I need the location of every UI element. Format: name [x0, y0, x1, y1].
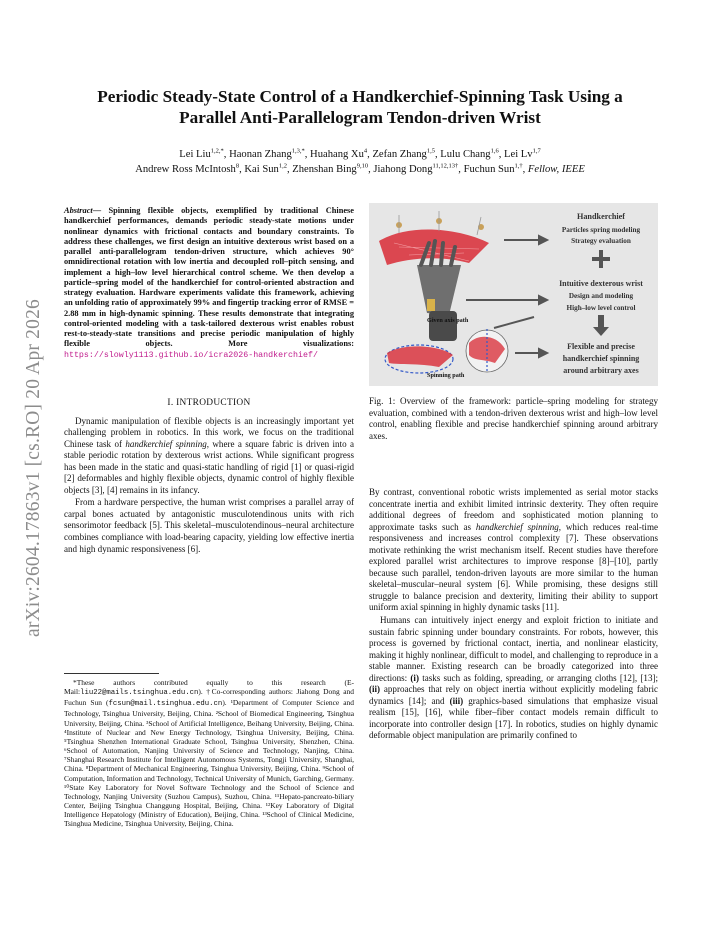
given-axis-label: Given axis path [427, 317, 469, 324]
title-line-1: Periodic Steady-State Control of a Handkerchief-Spinning Task Using a [97, 87, 623, 106]
author-name: Zhenshan Bing [292, 164, 357, 175]
intro-text: , where a square fabric is driven into a stable periodic rotation by dexterous wrist actions. While significant progress has been made in the static and quasi-static handling of rigid [1] or quasi-rigid [2] deformables and highly flexible objects, dynamic control of highly flexible objects [3], [4] remains in its infancy. [64, 438, 354, 495]
overview-illustration [369, 203, 658, 386]
introduction [64, 389, 354, 555]
author-name: Huahang Xu [310, 149, 364, 160]
intro-emphasis: handkerchief spinning [125, 438, 207, 449]
author-affil: 1,2,* [210, 147, 224, 155]
author-name: Zefan Zhang [372, 149, 427, 160]
intro-paragraph-1 [64, 416, 354, 497]
footnote-part: *These authors contributed equally to this research (E-Mail: [64, 678, 354, 697]
footnotes [64, 678, 354, 829]
right-column-text [369, 487, 658, 742]
author-affil: 1,6 [490, 147, 499, 155]
author-name: Fuchun Sun [463, 164, 515, 175]
box3-line2: handkerchief spinning [562, 354, 640, 363]
figure-1 [369, 203, 658, 386]
footnote-part: ). ¹Department of Computer Science and Technology, Tsinghua University, Beijing, China. ²School of Biomedical Engineering, Tsinghua University, Beijing, China. ³School of Artificial Intelligence, Beihang University, Beijing, China. ⁴Institute of Nuclear and New Energy Technology, Tsinghua University, Beijing, China. ⁵Tsinghua Shenzhen International Graduate School, Tsinghua University, Shenzhen, China. ⁶School of Automation, Nanjing University of Science and Technology, Nanjing, China. ⁷Shanghai Research Institute for Intelligent Autonomous Systems, Tongji University, Shanghai, China. ⁸Department of Mechanical Engineering, Tsinghua University, Beijing, China. ⁹School of Computation, Information and Technology, Technical University of Munich, Garching, Germany. ¹⁰State Key Laboratory for Novel Software Technology and the School of Science and Technology, Nanjing University (Suzhou Campus), Suzhou, China. ¹¹Hepato-pancreato-biliary Center, Beijing Tsinghua Changgung Hospital, Beijing, China. ¹²Key Laboratory of Digital Intelligence Hepatology (Ministry of Education), Beijing, China. ¹³School of Clinical Medicine, Tsinghua Medicine, Tsinghua University, Beijing, China. [64, 698, 354, 829]
author-suffix: Fellow, IEEE [527, 164, 585, 175]
right-paragraph-2 [369, 615, 658, 742]
author-affil: 1,2 [278, 162, 287, 170]
body-text: graphics-based simulations that emphasize visual realism [15], [16], while fiber–fiber contact models remain difficult to incorporate into controller design [17]. In robotics, studies on highly dynamic deformable object manipulation are primarily confined to [369, 695, 658, 741]
list-marker: (iii) [449, 695, 464, 706]
box2-line1: Design and modeling [568, 292, 634, 300]
intro-text: Dynamic manipulation of flexible objects is an increasingly important yet challenging problem in robotics. In this work, we focus on the traditional Chinese task of [64, 415, 354, 449]
section-heading: I. INTRODUCTION [167, 398, 251, 408]
authors-line-2: Andrew Ross McIntosh$^8$, Kai Sun$^{1,2}$, Zhenshan Bing$^{9,10}$, Jiahong Dong$^{11,12,13\dagger}$, Fuchun Sun$^{1,\dagger}$, Fellow, IEEE [135, 162, 585, 175]
box1-line1: Particles spring modeling [561, 226, 641, 234]
footnote-part: ). †Co-corresponding authors: Jiahong Dong and Fuchun Sun ( [64, 687, 354, 708]
intro-paragraph-2: From a hardware perspective, the human wrist comprises a parallel array of carpal bones actuated by antagonistic musculotendinous units with rich sensorimotor feedback [5]. This skeletal–musculotendinous–neural architecture combines compliance with load-bearing capacity, yielding low effective inertia and high dynamic responsiveness [6]. [64, 497, 354, 554]
arxiv-id: arXiv:2604.17863v1 [cs.RO] 20 Apr 2026 [23, 299, 44, 637]
author-name: Lei Liu [179, 149, 211, 160]
author-affil: 1,3,* [291, 147, 305, 155]
author-affil: 1,7 [532, 147, 541, 155]
author-affil: 8 [235, 162, 240, 170]
abstract-label: Abstract [64, 206, 93, 215]
box1-title: Handkerchief [576, 212, 626, 221]
paper-title [60, 86, 660, 128]
author-affil: 11,12,13† [432, 162, 459, 170]
body-text: By contrast, conventional robotic wrists implemented as serial motor stacks concentrate inertia and exhibit limited intrinsic dexterity. They often require additional degrees of freedom and sophisticated motion planning to approximate tasks such as [369, 487, 658, 532]
author-name: Andrew Ross McIntosh [135, 164, 236, 175]
body-text: tasks such as folding, spreading, or arranging cloths [12], [13]; [418, 672, 659, 683]
author-affil: 9,10 [356, 162, 369, 170]
project-link[interactable]: https://slowly1113.github.io/icra2026-handkerchief/ [64, 350, 318, 360]
box3-line1: Flexible and precise [567, 342, 635, 351]
body-emphasis: handkerchief spinning [475, 521, 559, 532]
box1-line2: Strategy evaluation [571, 237, 631, 245]
spinning-path-label: Spinning path [427, 372, 465, 379]
arxiv-watermark [14, 258, 54, 678]
body-text: , which reduces real-time responsiveness and increases control complexity [7]. These observations motivate rethinking the wrist mechanism itself. Recent studies have therefore explored parallel wrist architectures to improve response [8]–[10], partly because such parallel, tendon-driven layouts are more similar to the human skeletal–muscular–neural system [6]. While promising, these designs still struggle to balance precision and dexterity, limiting their ability to support uniform axial spinning in highly dynamic tasks [11]. [369, 521, 658, 613]
title-line-2: Parallel Anti-Parallelogram Tendon-driven Wrist [179, 108, 541, 127]
email-link[interactable]: fcsun@mail.tsinghua.edu.cn [108, 700, 223, 709]
email-link[interactable]: liu22@mails.tsinghua.edu.cn [80, 689, 199, 698]
abstract-text: — Spinning flexible objects, exemplified by traditional Chinese handkerchief performances, demands periodic steady-state motions under nonlinear dynamics with frictional contacts and boundary constraints. To address these challenges, we first design an intuitive dexterous wrist based on a parallel anti-parallelogram tendon-driven structure, which achieves 90° omnidirectional rotation with low inertia and decoupled roll–pitch sensing, and implement a high–low level hierarchical control scheme. We then develop a particle–spring model of the handkerchief for control-oriented abstraction and strategy evaluation. Hardware experiments validate this framework, achieving an unfolding ratio of approximately 99% and fingertip tracking error of RMSE = 2.88 mm in high-dynamic spinning. These results demonstrate that integrating control-oriented modeling with a task-tailored dexterous wrist enables robust rest-to-steady-state transitions and precise periodic manipulation of highly flexible objects. More visualizations: [64, 206, 354, 349]
abstract [64, 206, 354, 361]
author-affil: 4 [363, 147, 368, 155]
box2-line2: High–low level control [566, 304, 636, 312]
author-list [60, 147, 660, 177]
figure-caption: Fig. 1: Overview of the framework: particle–spring modeling for strategy evaluation, combined with a tendon-driven dexterous wrist and high–low level control, enabling flexible and precise handkerchief spinning around arbitrary axes. [369, 396, 658, 441]
author-name: Lei Lv [504, 149, 533, 160]
authors-line-1: Lei Liu$^{1,2,*}$, Haonan Zhang$^{1,3,*}$, Huahang Xu$^4$, Zefan Zhang$^{1,5}$, Lulu Chang$^{1,6}$, Lei Lv$^{1,7}$ [179, 147, 541, 160]
right-paragraph-1 [369, 487, 658, 614]
author-name: Kai Sun [244, 164, 279, 175]
author-name: Jiahong Dong [373, 164, 433, 175]
body-text: Humans can intuitively inject energy and exploit friction to initiate and sustain fabric spinning under boundary constraints. For robots, however, this process is governed by frictional contact, inertia, and nonlinear elasticity, making it highly nonlinear, difficult to model, and challenging to reproduce in a stable manner. Existing research can be broadly categorized into three directions: [369, 615, 658, 683]
abstract-body [64, 206, 354, 359]
body-text: approaches that rely on object inertia without explicitly modeling fabric dynamics [14]; and [369, 684, 658, 706]
author-name: Haonan Zhang [229, 149, 292, 160]
footnote-rule [64, 673, 159, 674]
author-affil: 1,† [514, 162, 523, 170]
author-name: Lulu Chang [440, 149, 491, 160]
list-marker: (i) [410, 672, 419, 683]
box3-line3: around arbitrary axes [563, 366, 639, 375]
list-marker: (ii) [369, 684, 381, 695]
box2-title: Intuitive dexterous wrist [559, 279, 643, 288]
author-affil: 1,5 [426, 147, 435, 155]
footnote-text [64, 678, 354, 829]
